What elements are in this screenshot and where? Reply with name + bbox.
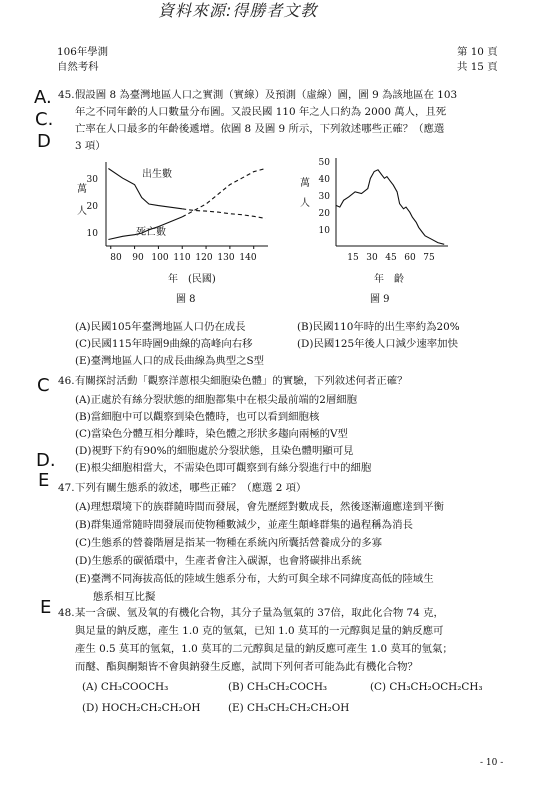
fig8-xlabel: 年 (民國) [168,274,216,285]
fig9-xtick-60: 60 [404,253,416,263]
figure-9-chart [290,150,460,308]
fig8-ylabel-2: 人 [77,206,87,217]
fig9-age-distribution-line [336,170,444,245]
fig8-xtick-140: 140 [239,253,257,263]
q48-option-b: (B) CH₃CH₂COCH₃ [228,681,328,693]
handwritten-answer-q45-a: A. [34,87,52,108]
figure-9 [290,150,460,308]
q47-option-a: (A)理想環境下的族群隨時間而發展，會先歷經對數成長，然後逐漸適應達到平衡 [75,501,444,513]
q46-option-b: (B)當細胞中可以觀察到染色體時，也可以看到細胞核 [75,411,320,423]
fig8-death-projection-line [182,169,265,217]
fig9-ytick-30: 30 [318,192,330,202]
exam-title: 106年學測 [57,46,109,58]
q45-option-a: (A)民國105年臺灣地區人口仍在成長 [75,321,246,333]
fig9-xtick-30: 30 [366,253,378,263]
fig8-ytick-20: 20 [86,202,98,212]
q47-option-b: (B)群集通常隨時間發展而使物種數減少，並產生顛峰群集的過程稱為消長 [75,519,413,531]
q48-option-c: (C) CH₃CH₂OCH₂CH₃ [370,681,483,693]
fig8-xtick-80: 80 [110,253,122,263]
q48-option-d: (D) HOCH₂CH₂CH₂OH [82,702,201,714]
q46-option-e: (E)根尖細胞相當大，不需染色即可觀察到有絲分裂進行中的細胞 [75,462,372,474]
handwritten-answer-q45-c: C. [35,109,54,130]
fig8-ytick-10: 10 [86,229,98,239]
handwritten-answer-q47-e: E [38,470,50,491]
q45-option-d: (D)民國125年後人口減少速率加快 [297,338,458,350]
q46-option-a: (A)正處於有絲分裂狀態的細胞都集中在根尖最前端的2層細胞 [75,394,357,406]
page-total: 共 15 頁 [457,61,498,73]
footer-page-number: - 10 - [480,758,504,768]
q46-number: 46. [58,375,75,387]
q45-stem-line-4: 3 項） [75,140,106,152]
fig8-ytick-30: 30 [86,175,98,185]
subject-title: 自然考科 [57,61,99,73]
figure-8-chart [70,158,275,308]
fig9-ytick-20: 20 [318,209,330,219]
q48-number: 48. [58,607,75,619]
handwritten-answer-q48: E [40,597,52,618]
fig9-xtick-45: 45 [385,253,397,263]
handwritten-answer-q45-d: D [37,131,51,152]
q48-stem-line-2: 與足量的鈉反應，產生 1.0 克的氫氣，已知 1.0 莫耳的一元醇與足量的鈉反應可 [75,625,444,637]
q47-stem: 下列有關生態系的敘述，哪些正確？（應選 2 項） [75,482,307,494]
q46-stem: 有關探討活動「觀察洋蔥根尖細胞染色體」的實驗，下列敘述何者正確？ [75,375,408,387]
q45-option-c: (C)民國115年時圖9曲線的高峰向右移 [75,338,253,350]
q48-option-a: (A) CH₃COOCH₃ [82,681,169,693]
q48-stem-line-3: 產生 0.5 莫耳的氫氣，1.0 莫耳的二元醇與足量的鈉反應可產生 1.0 莫耳的氫氣； [75,643,453,655]
fig8-xtick-110: 110 [173,253,191,263]
q45-stem-line-2: 年之不同年齡的人口數量分布圖。又設民國 110 年之人口約為 2000 萬人，且死 [75,106,447,118]
q45-number: 45. [58,89,75,101]
q45-stem-line-1: 假設圖 8 為臺灣地區人口之實測（實線）及預測（虛線）圖，圖 9 為該地區在 103 [75,89,458,101]
fig8-ylabel-1: 萬 [77,184,87,195]
fig9-ytick-50: 50 [318,158,330,168]
q47-option-e: (E)臺灣不同海拔高低的陸域生態系分布，大約可與全球不同緯度高低的陸域生 [75,573,434,585]
q47-option-e-cont: 態系相互比擬 [93,591,156,603]
fig8-death-label: 死亡數 [136,227,166,238]
q48-option-e: (E) CH₃CH₂CH₂CH₂OH [228,702,350,714]
q46-option-c: (C)當染色分體互相分離時，染色體之形狀多趨向兩極的V型 [75,428,348,440]
q48-stem-line-4: 而醚、酯與酮類皆不會與鈉發生反應，試問下列何者可能為此有機化合物？ [75,661,418,673]
q48-stem-line-1: 某一含碳、氫及氧的有機化合物，其分子量為氫氣的 37倍，取此化合物 74 克， [75,607,444,619]
fig8-birth-label: 出生數 [142,169,172,180]
q45-option-e: (E)臺灣地區人口的成長曲線為典型之S型 [75,355,265,367]
fig9-xtick-15: 15 [347,253,359,263]
fig8-xtick-120: 120 [195,253,213,263]
fig9-xlabel: 年 齡 [374,274,404,285]
fig9-caption: 圖 9 [370,294,390,305]
q45-stem-line-3: 亡率在人口最多的年齡後遞增。依圖 8 及圖 9 所示，下列敘述哪些正確？（應選 [75,123,445,135]
fig8-xtick-130: 130 [217,253,235,263]
fig9-ytick-10: 10 [318,226,330,236]
page-number: 第 10 頁 [457,46,498,58]
handwritten-answer-q47-d: D. [36,450,56,471]
fig9-ytick-40: 40 [318,175,330,185]
q47-option-d: (D)生態系的碳循環中，生產者會注入碳源，也會將碳排出系統 [75,555,362,567]
fig9-ylabel-1: 萬 [300,178,310,189]
fig8-caption: 圖 8 [176,294,196,305]
watermark: 資料來源:得勝者文教 [158,1,318,20]
q46-option-d: (D)視野下約有90%的細胞處於分裂狀態，且染色體明顯可見 [75,445,354,457]
handwritten-answer-q46: C [37,375,50,396]
q47-number: 47. [58,482,75,494]
q45-option-b: (B)民國110年時的出生率約為20% [297,321,460,333]
q47-option-c: (C)生態系的營養階層是指某一物種在系統內所囊括營養成分的多寡 [75,537,382,549]
fig8-xtick-90: 90 [132,253,144,263]
figure-8 [70,158,275,308]
fig9-ylabel-2: 人 [300,198,310,209]
fig8-xtick-100: 100 [151,253,169,263]
fig9-xtick-75: 75 [423,253,435,263]
